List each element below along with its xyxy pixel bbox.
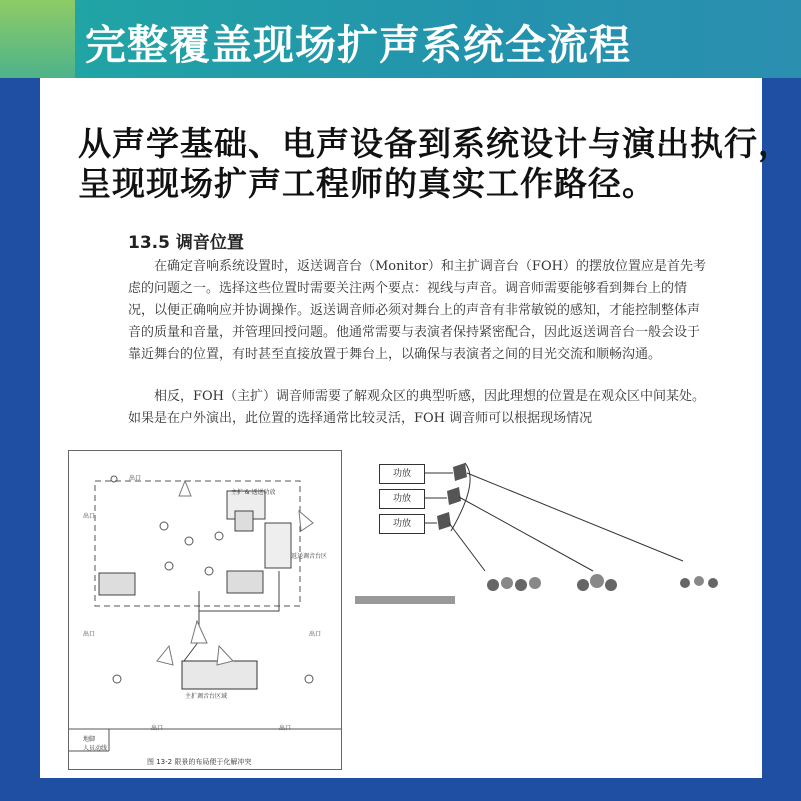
content-card — [40, 78, 792, 778]
exit-label: 出口 — [129, 475, 142, 482]
label-foh-console: 主扩调音台区域 — [185, 693, 228, 700]
section-title: 13.5 调音位置 — [128, 233, 244, 253]
exit-label: 出口 — [83, 513, 96, 520]
label-return-console: 返送调音台区 — [291, 553, 328, 560]
paragraph-1: 在确定音响系统设置时，返送调音台（Monitor）和主扩调音台（FOH）的摆放位置应是首先考虑的问题之一。选择这些位置时需要关注两个要点：视线与声音。调音师需要能够看到舞台上的情况，以便正确响应并协调操作。返送调音师必须对舞台上的声音有非常敏锐的感知，才能控制整体声音的质量和音量，并管理回授问题。他通常需要与表演者保持紧密配合，因此返送调音台一般会设于靠近舞台的位置，有时甚至直接放置于舞台上，以确保与表演者之间的目光交流和顺畅沟通。 — [128, 259, 706, 362]
exit-label: 出口 — [279, 725, 292, 732]
legend-item: 地脚 — [83, 736, 96, 743]
scale-bar — [355, 596, 455, 604]
headline-line-1: 从声学基础、电声设备到系统设计与演出执行， — [78, 124, 792, 163]
legend-item: 人员动线 — [83, 745, 108, 752]
banner-title: 完整覆盖现场扩声系统全流程 — [85, 21, 631, 69]
amplifier-box: 功放 — [379, 489, 425, 509]
exit-label: 出口 — [309, 631, 322, 638]
exit-label: 出口 — [83, 631, 96, 638]
exit-label: 出口 — [151, 725, 164, 732]
venue-layout-drawing — [69, 451, 341, 769]
amplifier-box: 功放 — [379, 464, 425, 484]
figure-caption: 图 13-2 限景的布局便于化解冲突 — [147, 758, 252, 766]
bottom-frame — [0, 778, 801, 801]
amplifier-diagram — [355, 461, 755, 611]
headline-line-2: 呈现现场扩声工程师的真实工作路径。 — [78, 164, 656, 203]
amplifier-box: 功放 — [379, 514, 425, 534]
banner-accent — [0, 0, 75, 78]
label-monitor-amps: 主扩 & 返送功放 — [231, 489, 276, 496]
venue-layout-figure — [68, 450, 342, 770]
paragraph-2: 相反，FOH（主扩）调音师需要了解观众区的典型听感，因此理想的位置是在观众区中间某处。如果是在户外演出，此位置的选择通常比较灵活，FOH 调音师可以根据现场情况 — [128, 389, 706, 426]
